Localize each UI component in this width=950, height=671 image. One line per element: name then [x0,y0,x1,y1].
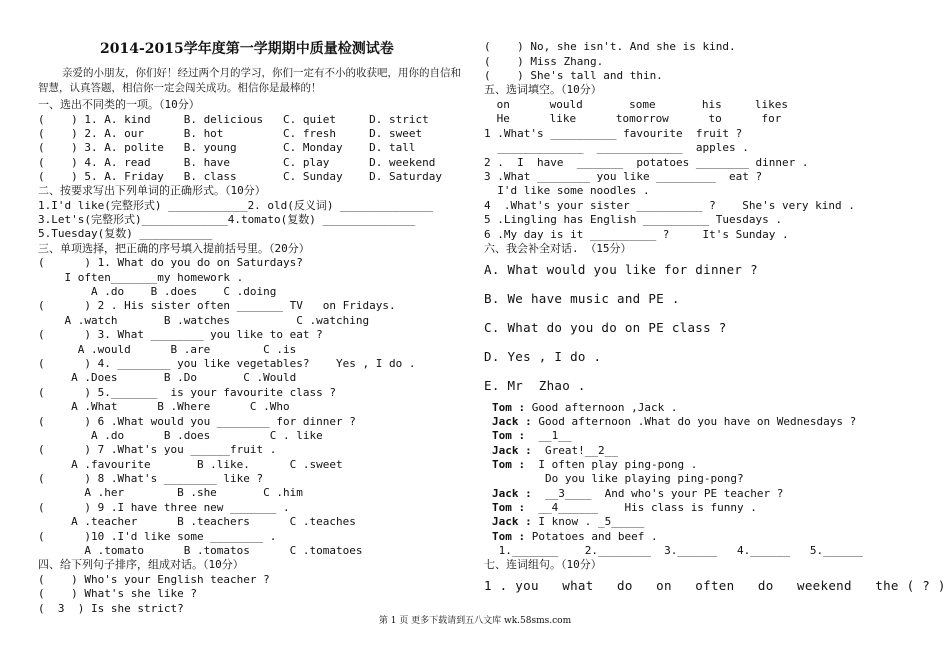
s3-row: A .would B .are C .is [38,343,297,356]
answer-blanks-row: 1._______ 2.________ 3.______ 4.______ 5.______ [492,544,863,557]
s5-row: 2 . I have _______ potatoes ________ dinner . [484,156,809,169]
dialog-line [492,401,677,414]
s6-option: D. Yes , I do . [484,349,602,364]
dialog-text: Potatoes and beef . [525,530,658,543]
s4-continued-row: ( ) Miss Zhang. [484,55,604,68]
dialog-text: Good afternoon ,Jack . [525,401,678,414]
exam-title: 2014-2015学年度第一学期期中质量检测试卷 [100,41,394,57]
s4-row: ( ) Who's your English teacher ? [38,573,270,586]
s3-row: A .watch B .watches C .watching [38,314,370,327]
s3-row: ( ) 2 . His sister often _______ TV on Fridays. [38,299,396,312]
dialog-line [492,515,644,528]
s5-row: 1 .What's __________ favourite fruit ? [484,127,743,140]
dialog-line [492,487,783,500]
dialog-text: __1__ [525,429,572,442]
dialog-speaker: Jack : [492,487,532,500]
dialog-text: Do you like playing ping-pong? [492,472,744,485]
s5-row: 4 .What's your sister __________ ? She's very kind . [484,199,855,212]
s3-row: A .do B .does C . like [38,429,323,442]
dialog-speaker: Tom : [492,401,526,414]
dialog-speaker: Tom : [492,458,526,471]
s3-row: ( ) 5._______ is your favourite class ? [38,386,337,399]
dialog-speaker: Jack : [492,444,532,457]
s3-row: ( ) 8 .What's ________ like ? [38,472,264,485]
dialog-line [492,444,618,457]
dialog-speaker: Jack : [492,415,532,428]
section4-heading: 四、给下列句子排序，组成对话。（10分） [38,558,244,571]
dialog-speaker: Jack : [492,515,532,528]
s5-row: I'd like some noodles . [484,184,650,197]
section5-heading: 五、选词填空。（10分） [484,83,602,96]
dialog-line [492,415,856,428]
section6-heading: 六、我会补全对话. （15分） [484,242,632,255]
dialog-line [492,530,658,543]
s1-row: ( ) 1. A. kind B. delicious C. quiet D. strict [38,113,429,126]
s6-option: A. What would you like for dinner ? [484,262,758,277]
s3-row: ( )10 .I'd like some ________ . [38,530,277,543]
s2-row: 5.Tuesday(复数) ___________ [38,227,213,240]
dialog-text: I know . _5_____ [531,515,645,528]
section3-heading: 三、单项选择，把正确的序号填入提前括号里。（20分） [38,242,310,255]
s7-row: 1 . you what do on often do weekend the ( ? ) [484,578,946,593]
section2-heading: 二、按要求写出下列单词的正确形式。（10分） [38,184,266,197]
word-bank-row: He like tomorrow to for [490,112,782,125]
dialog-line [492,501,757,514]
s1-row: ( ) 5. A. Friday B. class C. Sunday D. Saturday [38,170,442,183]
intro-text: 亲爱的小朋友，你们好！经过两个月的学习，你们一定有不小的收获吧，用你的自信和智慧，认真答题，相信你一定会闯关成功。相信你是最棒的！ [38,67,461,94]
s3-row: ( ) 6 .What would you ________ for dinner ? [38,415,356,428]
s3-row: A .tomato B .tomatos C .tomatoes [38,544,363,557]
s4-continued-row: ( ) She's tall and thin. [484,69,663,82]
s3-row: ( ) 3. What ________ you like to eat ? [38,328,323,341]
dialog-speaker: Tom : [492,501,526,514]
s5-row: 6 .My day is it __________ ? It's Sunday . [484,228,789,241]
dialog-line [492,458,697,471]
s4-row: ( 3 ) Is she strict? [38,602,184,615]
s3-row: ( ) 4. ________ you like vegetables? Yes , I do . [38,357,416,370]
s3-row: I often_______my homework . [38,271,244,284]
s5-row: 5 .Lingling has English __________ Tuesdays . [484,213,783,226]
page-footer: 第 1 页 更多下载请到五八文库 wk.58sms.com [378,616,572,626]
dialog-line [492,429,571,442]
s6-option: C. What do you do on PE class ? [484,320,727,335]
s4-row: ( ) What's she like ? [38,587,197,600]
s3-row: ( ) 7 .What's you ______fruit . [38,443,277,456]
s3-row: ( ) 9 .I have three new _______ . [38,501,290,514]
s3-row: A .What B .Where C .Who [38,400,290,413]
s5-row: _____________ _____________ apples . [484,141,749,154]
section1-heading: 一、选出不同类的一项。（10分） [38,98,200,111]
s3-row: A .do B .does C .doing [38,285,277,298]
s6-option: E. Mr Zhao . [484,378,586,393]
dialog-text: Great!__2__ [531,444,618,457]
s3-row: A .Does B .Do C .Would [38,371,297,384]
s1-row: ( ) 2. A. our B. hot C. fresh D. sweet [38,127,423,140]
dialog-speaker: Tom : [492,530,526,543]
dialog-text: Good afternoon .What do you have on Wednesdays ? [531,415,857,428]
s2-row: 1.I'd like(完整形式) ____________2. old(反义词) ______________ [38,199,433,212]
s4-continued-row: ( ) No, she isn't. And she is kind. [484,40,736,53]
dialog-line [492,472,744,485]
s3-row: A .teacher B .teachers C .teaches [38,515,356,528]
dialog-text: __3____ And who's your PE teacher ? [531,487,784,500]
word-bank-row: on would some his likes [490,98,789,111]
s1-row: ( ) 4. A. read B. have C. play D. weekend [38,156,436,169]
dialog-text: I often play ping-pong . [525,458,698,471]
s1-row: ( ) 3. A. polite B. young C. Monday D. tall [38,141,416,154]
s5-row: 3 .What ________ you like _________ eat ? [484,170,763,183]
s6-option: B. We have music and PE . [484,291,680,306]
s2-row: 3.Let's(完整形式)_____________4.tomato(复数) ______________ [38,213,416,226]
s3-row: ( ) 1. What do you do on Saturdays? [38,256,303,269]
s3-row: A .her B .she C .him [38,486,303,499]
dialog-speaker: Tom : [492,429,526,442]
section7-heading: 七、连词组句。（10分） [484,558,602,571]
s3-row: A .favourite B .like. C .sweet [38,458,343,471]
dialog-text: __4______ His class is funny . [525,501,757,514]
